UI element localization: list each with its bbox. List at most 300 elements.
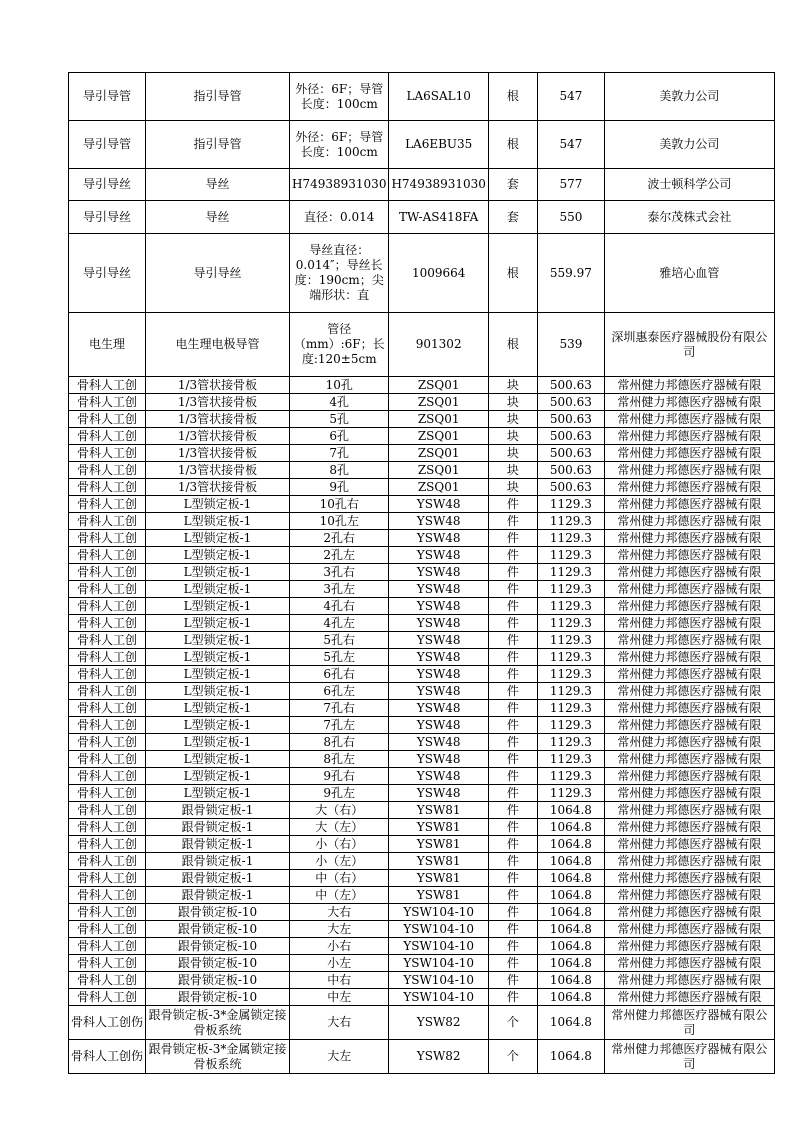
unit-cell: 件 [488,989,537,1006]
table-row [69,598,775,615]
spec-cell: 中（右） [290,870,389,887]
unit-cell: 套 [488,169,537,201]
price-cell: 500.63 [537,428,604,445]
spec-cell: 大左 [290,921,389,938]
unit-cell: 根 [488,73,537,121]
product-name-cell: L型锁定板-1 [146,513,290,530]
unit-cell: 件 [488,683,537,700]
table-row [69,564,775,581]
table-row [69,73,775,121]
unit-cell: 个 [488,1006,537,1040]
unit-cell: 件 [488,496,537,513]
model-cell: YSW81 [389,870,488,887]
spec-cell: 2孔左 [290,547,389,564]
category-cell: 骨科人工创 [69,428,146,445]
model-cell: YSW48 [389,700,488,717]
product-name-cell: 1/3管状接骨板 [146,377,290,394]
table-row [69,411,775,428]
spec-cell: 大右 [290,1006,389,1040]
category-cell: 骨科人工创 [69,768,146,785]
manufacturer-cell: 常州健力邦德医疗器械有限 [604,615,774,632]
category-cell: 骨科人工创 [69,683,146,700]
model-cell: YSW82 [389,1040,488,1074]
manufacturer-cell: 常州健力邦德医疗器械有限 [604,428,774,445]
unit-cell: 块 [488,411,537,428]
price-cell: 1129.3 [537,734,604,751]
manufacturer-cell: 深圳惠泰医疗器械股份有限公司 [604,313,774,377]
manufacturer-cell: 常州健力邦德医疗器械有限 [604,513,774,530]
category-cell: 骨科人工创 [69,666,146,683]
category-cell: 骨科人工创 [69,887,146,904]
category-cell: 骨科人工创 [69,649,146,666]
product-name-cell: 1/3管状接骨板 [146,479,290,496]
table-row [69,1040,775,1074]
manufacturer-cell: 常州健力邦德医疗器械有限 [604,445,774,462]
category-cell: 骨科人工创 [69,989,146,1006]
price-cell: 1064.8 [537,802,604,819]
price-cell: 1129.3 [537,547,604,564]
manufacturer-cell: 常州健力邦德医疗器械有限 [604,411,774,428]
product-name-cell: L型锁定板-1 [146,564,290,581]
category-cell: 导引导丝 [69,201,146,234]
product-name-cell: 跟骨锁定板-10 [146,989,290,1006]
unit-cell: 根 [488,313,537,377]
table-row [69,887,775,904]
price-cell: 1129.3 [537,564,604,581]
price-cell: 1129.3 [537,649,604,666]
manufacturer-cell: 常州健力邦德医疗器械有限 [604,853,774,870]
category-cell: 骨科人工创 [69,938,146,955]
spec-cell: 5孔左 [290,649,389,666]
product-name-cell: L型锁定板-1 [146,615,290,632]
price-cell: 1064.8 [537,819,604,836]
spec-cell: 7孔 [290,445,389,462]
model-cell: YSW48 [389,513,488,530]
product-name-cell: 跟骨锁定板-1 [146,887,290,904]
unit-cell: 件 [488,768,537,785]
table-row [69,904,775,921]
unit-cell: 件 [488,615,537,632]
product-name-cell: L型锁定板-1 [146,785,290,802]
category-cell: 骨科人工创 [69,734,146,751]
spec-cell: 中左 [290,989,389,1006]
unit-cell: 件 [488,955,537,972]
manufacturer-cell: 常州健力邦德医疗器械有限 [604,547,774,564]
spec-cell: 大左 [290,1040,389,1074]
unit-cell: 块 [488,377,537,394]
price-cell: 1129.3 [537,632,604,649]
category-cell: 骨科人工创 [69,717,146,734]
manufacturer-cell: 常州健力邦德医疗器械有限 [604,683,774,700]
category-cell: 骨科人工创 [69,870,146,887]
unit-cell: 件 [488,564,537,581]
product-name-cell: 1/3管状接骨板 [146,394,290,411]
unit-cell: 件 [488,751,537,768]
spec-cell: 大右 [290,904,389,921]
model-cell: YSW48 [389,649,488,666]
category-cell: 骨科人工创 [69,921,146,938]
unit-cell: 件 [488,972,537,989]
spec-cell: 3孔右 [290,564,389,581]
category-cell: 导引导丝 [69,169,146,201]
manufacturer-cell: 常州健力邦德医疗器械有限 [604,768,774,785]
unit-cell: 块 [488,462,537,479]
price-cell: 500.63 [537,445,604,462]
table-row [69,802,775,819]
table-row [69,377,775,394]
price-cell: 1064.8 [537,887,604,904]
spec-cell: 导丝直径：0.014″；导丝长度：190cm；尖端形状：直 [290,234,389,313]
category-cell: 骨科人工创 [69,581,146,598]
table-row [69,201,775,234]
spec-cell: 6孔 [290,428,389,445]
price-cell: 1129.3 [537,598,604,615]
price-cell: 1064.8 [537,1040,604,1074]
model-cell: ZSQ01 [389,428,488,445]
manufacturer-cell: 常州健力邦德医疗器械有限 [604,479,774,496]
price-cell: 559.97 [537,234,604,313]
manufacturer-cell: 常州健力邦德医疗器械有限 [604,751,774,768]
spec-cell: 中右 [290,972,389,989]
model-cell: YSW104-10 [389,989,488,1006]
unit-cell: 块 [488,445,537,462]
model-cell: YSW48 [389,666,488,683]
unit-cell: 件 [488,649,537,666]
manufacturer-cell: 常州健力邦德医疗器械有限 [604,666,774,683]
manufacturer-cell: 常州健力邦德医疗器械有限 [604,887,774,904]
table-row [69,313,775,377]
table-row [69,394,775,411]
model-cell: ZSQ01 [389,411,488,428]
table-row [69,530,775,547]
spec-cell: 6孔左 [290,683,389,700]
manufacturer-cell: 常州健力邦德医疗器械有限 [604,717,774,734]
table-row [69,853,775,870]
model-cell: YSW48 [389,751,488,768]
table-row [69,938,775,955]
product-name-cell: 跟骨锁定板-1 [146,819,290,836]
price-cell: 500.63 [537,377,604,394]
manufacturer-cell: 美敦力公司 [604,121,774,169]
price-cell: 1129.3 [537,751,604,768]
spec-cell: 5孔右 [290,632,389,649]
price-cell: 1129.3 [537,768,604,785]
table-row [69,955,775,972]
unit-cell: 件 [488,734,537,751]
product-name-cell: L型锁定板-1 [146,547,290,564]
unit-cell: 件 [488,717,537,734]
price-cell: 500.63 [537,462,604,479]
category-cell: 骨科人工创 [69,530,146,547]
price-cell: 1064.8 [537,938,604,955]
table-row [69,921,775,938]
product-name-cell: 跟骨锁定板-10 [146,955,290,972]
model-cell: YSW82 [389,1006,488,1040]
manufacturer-cell: 常州健力邦德医疗器械有限 [604,972,774,989]
model-cell: TW-AS418FA [389,201,488,234]
spec-cell: 4孔 [290,394,389,411]
price-table [68,72,775,1074]
unit-cell: 件 [488,887,537,904]
spec-cell: 小（左） [290,853,389,870]
spec-cell: 10孔 [290,377,389,394]
unit-cell: 块 [488,394,537,411]
price-cell: 1064.8 [537,972,604,989]
table-body [69,73,775,1074]
model-cell: YSW48 [389,530,488,547]
unit-cell: 件 [488,802,537,819]
manufacturer-cell: 常州健力邦德医疗器械有限 [604,496,774,513]
manufacturer-cell: 常州健力邦德医疗器械有限 [604,836,774,853]
unit-cell: 件 [488,836,537,853]
table-row [69,169,775,201]
product-name-cell: 跟骨锁定板-3*金属锁定接骨板系统 [146,1040,290,1074]
model-cell: YSW81 [389,802,488,819]
manufacturer-cell: 常州健力邦德医疗器械有限 [604,598,774,615]
table-row [69,581,775,598]
manufacturer-cell: 常州健力邦德医疗器械有限 [604,989,774,1006]
manufacturer-cell: 常州健力邦德医疗器械有限 [604,904,774,921]
manufacturer-cell: 常州健力邦德医疗器械有限 [604,802,774,819]
unit-cell: 块 [488,479,537,496]
category-cell: 骨科人工创 [69,564,146,581]
table-row [69,734,775,751]
model-cell: YSW48 [389,683,488,700]
category-cell: 骨科人工创 [69,836,146,853]
model-cell: YSW104-10 [389,955,488,972]
category-cell: 骨科人工创 [69,785,146,802]
category-cell: 骨科人工创 [69,598,146,615]
product-name-cell: 1/3管状接骨板 [146,462,290,479]
model-cell: YSW48 [389,564,488,581]
table-row [69,836,775,853]
category-cell: 骨科人工创 [69,411,146,428]
table-row [69,785,775,802]
model-cell: YSW48 [389,547,488,564]
spec-cell: 外径：6F；导管长度：100cm [290,121,389,169]
model-cell: YSW48 [389,598,488,615]
manufacturer-cell: 常州健力邦德医疗器械有限 [604,870,774,887]
spec-cell: 10孔左 [290,513,389,530]
spec-cell: 8孔 [290,462,389,479]
table-row [69,768,775,785]
category-cell: 骨科人工创 [69,377,146,394]
model-cell: YSW104-10 [389,904,488,921]
model-cell: YSW48 [389,768,488,785]
table-row [69,751,775,768]
product-name-cell: L型锁定板-1 [146,496,290,513]
model-cell: ZSQ01 [389,479,488,496]
unit-cell: 件 [488,853,537,870]
model-cell: ZSQ01 [389,445,488,462]
product-name-cell: L型锁定板-1 [146,683,290,700]
product-name-cell: L型锁定板-1 [146,598,290,615]
manufacturer-cell: 常州健力邦德医疗器械有限公司 [604,1040,774,1074]
unit-cell: 件 [488,513,537,530]
spec-cell: 小右 [290,938,389,955]
product-name-cell: 跟骨锁定板-10 [146,904,290,921]
table-row [69,547,775,564]
spec-cell: 8孔左 [290,751,389,768]
manufacturer-cell: 波士顿科学公司 [604,169,774,201]
table-row [69,870,775,887]
spec-cell: 6孔右 [290,666,389,683]
category-cell: 骨科人工创 [69,632,146,649]
model-cell: YSW48 [389,717,488,734]
price-cell: 500.63 [537,479,604,496]
table-row [69,462,775,479]
table-row [69,717,775,734]
manufacturer-cell: 常州健力邦德医疗器械有限 [604,955,774,972]
spec-cell: 大（左） [290,819,389,836]
category-cell: 骨科人工创 [69,904,146,921]
spec-cell: 小左 [290,955,389,972]
unit-cell: 块 [488,428,537,445]
category-cell: 骨科人工创 [69,547,146,564]
product-name-cell: 1/3管状接骨板 [146,428,290,445]
price-cell: 1129.3 [537,496,604,513]
model-cell: YSW48 [389,734,488,751]
manufacturer-cell: 泰尔茂株式会社 [604,201,774,234]
price-cell: 1129.3 [537,666,604,683]
table-row [69,819,775,836]
manufacturer-cell: 常州健力邦德医疗器械有限 [604,632,774,649]
price-cell: 1064.8 [537,870,604,887]
category-cell: 骨科人工创 [69,513,146,530]
unit-cell: 个 [488,1040,537,1074]
model-cell: ZSQ01 [389,462,488,479]
model-cell: ZSQ01 [389,394,488,411]
model-cell: LA6EBU35 [389,121,488,169]
category-cell: 骨科人工创 [69,700,146,717]
manufacturer-cell: 美敦力公司 [604,73,774,121]
spec-cell: 管径（mm）:6F；长度:120±5cm [290,313,389,377]
unit-cell: 件 [488,530,537,547]
model-cell: YSW48 [389,632,488,649]
table-row [69,700,775,717]
spec-cell: 大（右） [290,802,389,819]
spec-cell: 4孔右 [290,598,389,615]
product-name-cell: L型锁定板-1 [146,666,290,683]
model-cell: YSW48 [389,785,488,802]
model-cell: ZSQ01 [389,377,488,394]
product-name-cell: 跟骨锁定板-10 [146,938,290,955]
manufacturer-cell: 常州健力邦德医疗器械有限 [604,819,774,836]
unit-cell: 件 [488,938,537,955]
manufacturer-cell: 常州健力邦德医疗器械有限 [604,462,774,479]
product-name-cell: 1/3管状接骨板 [146,445,290,462]
product-name-cell: 导丝 [146,169,290,201]
manufacturer-cell: 常州健力邦德医疗器械有限 [604,394,774,411]
price-cell: 1064.8 [537,904,604,921]
spec-cell: 直径：0.014 [290,201,389,234]
model-cell: YSW81 [389,853,488,870]
table-row [69,649,775,666]
product-name-cell: L型锁定板-1 [146,717,290,734]
price-cell: 1064.8 [537,1006,604,1040]
table-row [69,445,775,462]
unit-cell: 件 [488,666,537,683]
category-cell: 导引导丝 [69,234,146,313]
category-cell: 骨科人工创 [69,819,146,836]
price-cell: 1129.3 [537,513,604,530]
model-cell: H74938931030 [389,169,488,201]
price-cell: 547 [537,121,604,169]
price-cell: 539 [537,313,604,377]
model-cell: LA6SAL10 [389,73,488,121]
table-row [69,666,775,683]
table-row [69,234,775,313]
spec-cell: 5孔 [290,411,389,428]
spec-cell: 7孔右 [290,700,389,717]
category-cell: 导引导管 [69,121,146,169]
model-cell: YSW81 [389,887,488,904]
table-row [69,513,775,530]
manufacturer-cell: 常州健力邦德医疗器械有限 [604,564,774,581]
unit-cell: 根 [488,234,537,313]
spec-cell: 小（右） [290,836,389,853]
price-cell: 1129.3 [537,785,604,802]
manufacturer-cell: 常州健力邦德医疗器械有限 [604,700,774,717]
category-cell: 电生理 [69,313,146,377]
unit-cell: 件 [488,632,537,649]
model-cell: YSW81 [389,836,488,853]
category-cell: 骨科人工创 [69,802,146,819]
unit-cell: 件 [488,700,537,717]
manufacturer-cell: 常州健力邦德医疗器械有限 [604,734,774,751]
unit-cell: 件 [488,819,537,836]
unit-cell: 件 [488,904,537,921]
product-name-cell: L型锁定板-1 [146,530,290,547]
unit-cell: 件 [488,785,537,802]
model-cell: YSW48 [389,615,488,632]
spec-cell: 9孔右 [290,768,389,785]
unit-cell: 件 [488,547,537,564]
spec-cell: 4孔左 [290,615,389,632]
spec-cell: 2孔右 [290,530,389,547]
product-name-cell: 电生理电极导管 [146,313,290,377]
spec-cell: H74938931030 [290,169,389,201]
spec-cell: 7孔左 [290,717,389,734]
manufacturer-cell: 常州健力邦德医疗器械有限 [604,530,774,547]
unit-cell: 件 [488,921,537,938]
category-cell: 骨科人工创 [69,972,146,989]
product-name-cell: 1/3管状接骨板 [146,411,290,428]
category-cell: 骨科人工创伤 [69,1006,146,1040]
price-cell: 1129.3 [537,530,604,547]
table-row [69,632,775,649]
spec-cell: 10孔右 [290,496,389,513]
model-cell: YSW104-10 [389,921,488,938]
category-cell: 骨科人工创 [69,615,146,632]
model-cell: YSW48 [389,496,488,513]
product-name-cell: 指引导管 [146,73,290,121]
unit-cell: 件 [488,598,537,615]
model-cell: YSW81 [389,819,488,836]
model-cell: 901302 [389,313,488,377]
manufacturer-cell: 常州健力邦德医疗器械有限 [604,377,774,394]
product-name-cell: L型锁定板-1 [146,734,290,751]
model-cell: 1009664 [389,234,488,313]
category-cell: 骨科人工创 [69,853,146,870]
price-cell: 577 [537,169,604,201]
price-cell: 500.63 [537,394,604,411]
price-cell: 500.63 [537,411,604,428]
category-cell: 骨科人工创 [69,479,146,496]
manufacturer-cell: 常州健力邦德医疗器械有限 [604,921,774,938]
product-name-cell: 跟骨锁定板-1 [146,870,290,887]
price-cell: 1129.3 [537,717,604,734]
